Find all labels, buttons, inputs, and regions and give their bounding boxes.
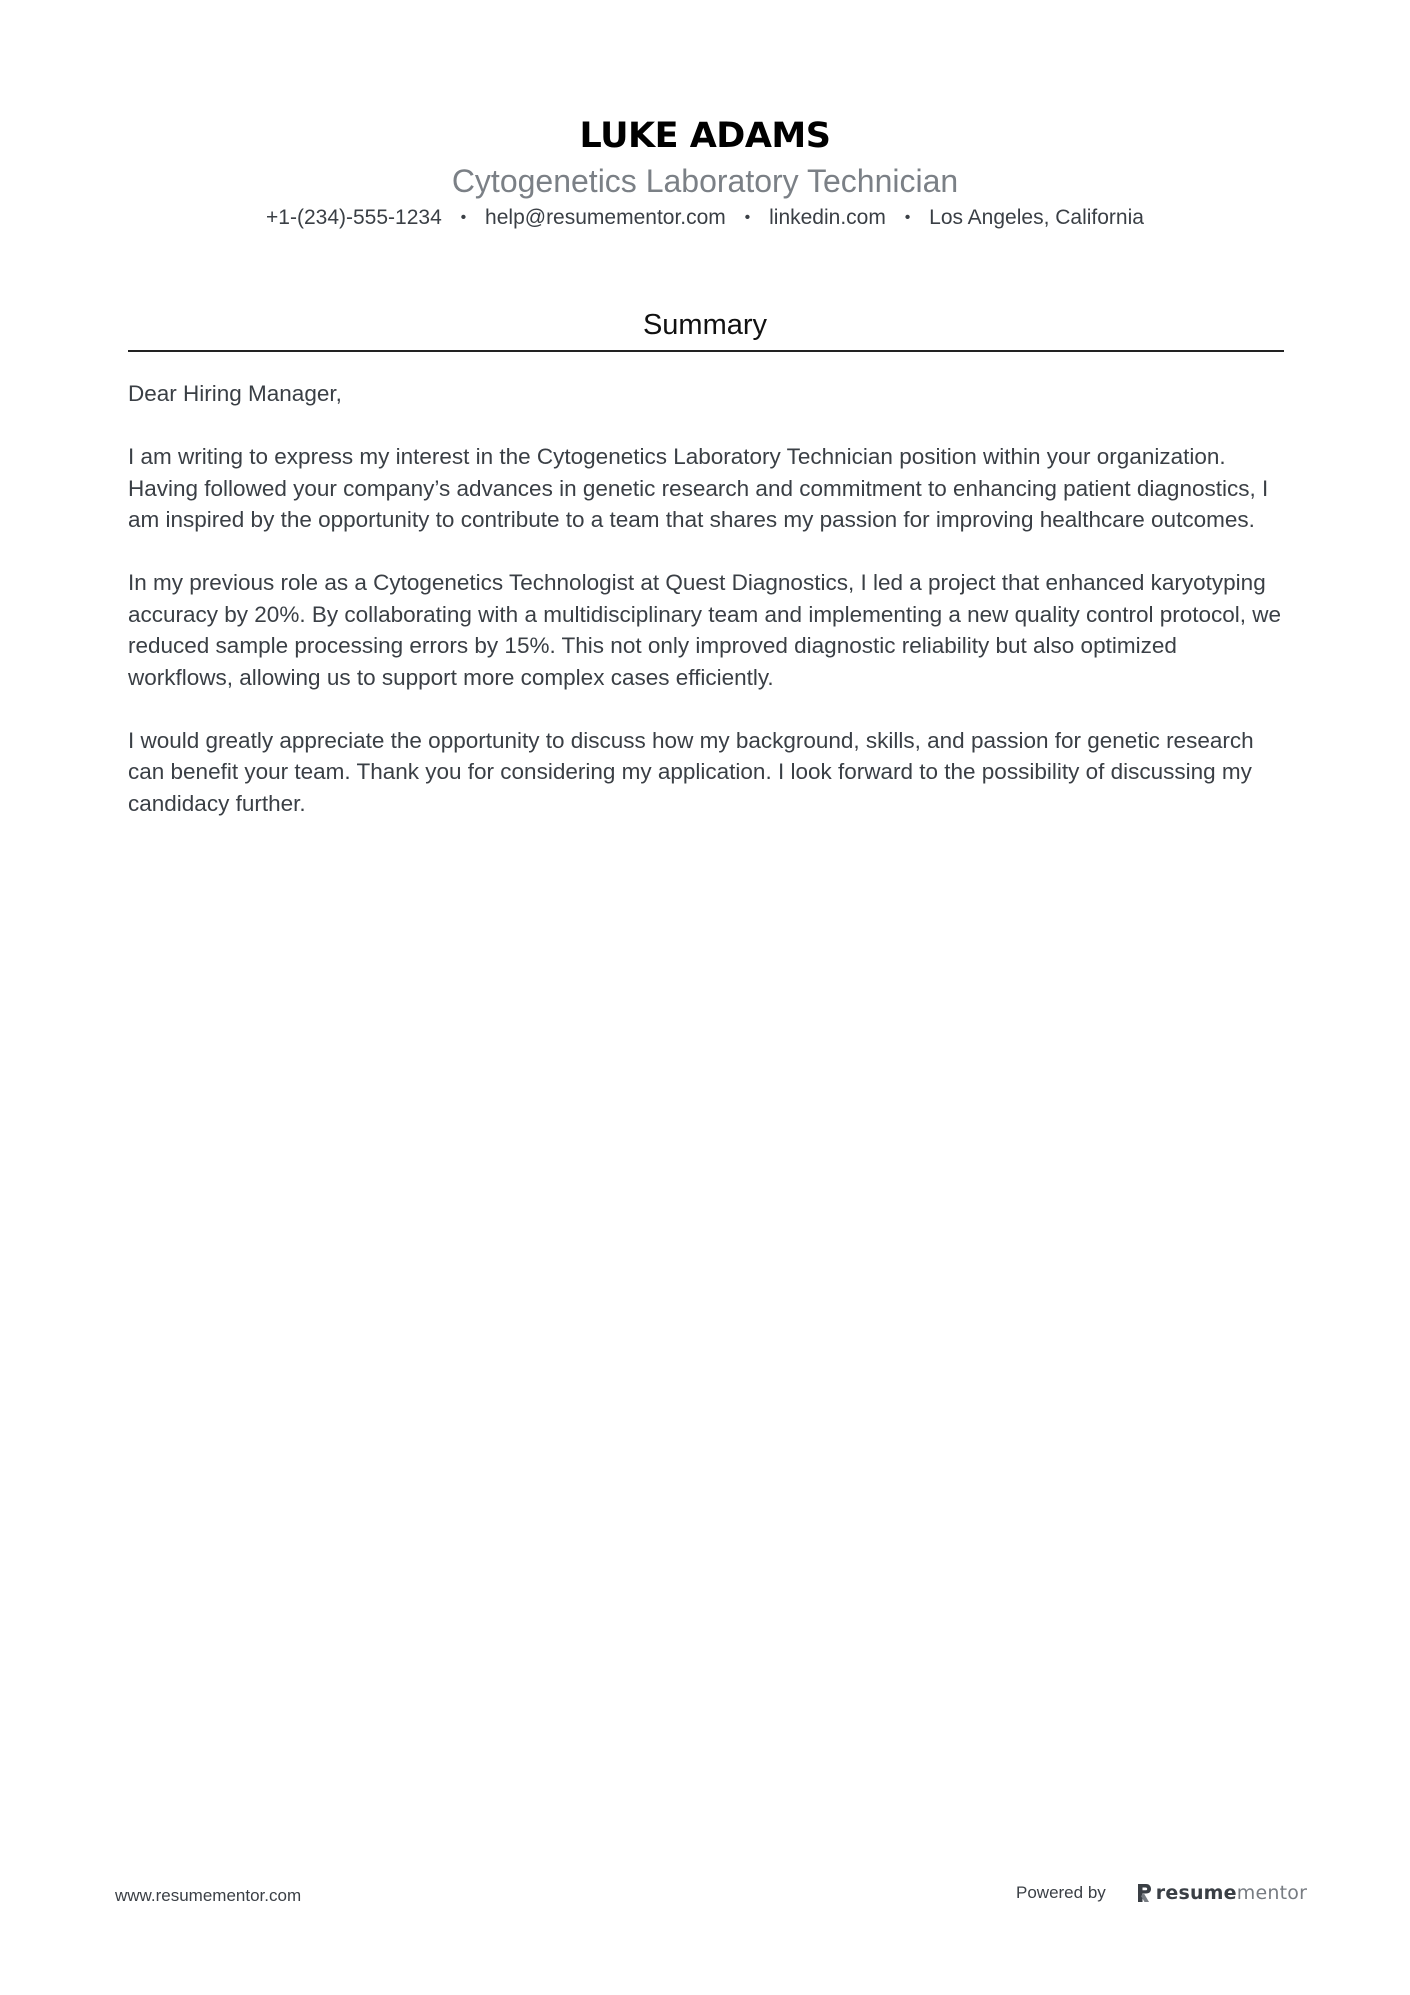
resumementor-logo-icon	[1136, 1883, 1152, 1903]
contact-line	[0, 204, 1410, 232]
contact-linkedin[interactable]: linkedin.com	[769, 206, 886, 229]
brand-logo-link[interactable]	[1136, 1882, 1307, 1904]
paragraph-intro: I am writing to express my interest in the Cytogenetics Laboratory Technician position within your organization. Having followed your company’s advances in genetic research and commitment to enhancing patient diagnostics, I am inspired by the opportunity to contribute to a team that shares my passion for improving healthcare outcomes.	[128, 444, 1269, 532]
footer-website[interactable]: www.resumementor.com	[115, 1886, 302, 1905]
brand-wordmark-light: mentor	[1236, 1882, 1308, 1904]
salutation: Dear Hiring Manager,	[128, 381, 342, 406]
header	[0, 112, 1410, 232]
powered-by-label: Powered by	[1016, 1883, 1106, 1902]
contact-phone: +1-(234)-555-1234	[266, 206, 442, 229]
bullet-separator: •	[460, 209, 467, 226]
section-title-summary: Summary	[642, 309, 768, 341]
footer-branding	[1016, 1882, 1307, 1904]
contact-location: Los Angeles, California	[929, 206, 1144, 229]
contact-email[interactable]: help@resumementor.com	[485, 206, 726, 229]
brand-wordmark	[1156, 1882, 1307, 1904]
letter-body	[128, 378, 1288, 851]
paragraph-experience: In my previous role as a Cytogenetics Technologist at Quest Diagnostics, I led a project that enhanced karyotyping accuracy by 20%. By collaborating with a multidisciplinary team and implementing a new quality control protocol, we reduced sample processing errors by 15%. This not only improved diagnostic reliability but also optimized workflows, allowing us to support more complex cases efficiently.	[128, 570, 1282, 690]
bullet-separator: •	[744, 209, 751, 226]
brand-wordmark-bold: resume	[1155, 1882, 1237, 1904]
bullet-separator: •	[904, 209, 911, 226]
section-divider	[128, 350, 1284, 352]
candidate-role: Cytogenetics Laboratory Technician	[451, 163, 959, 199]
paragraph-closing: I would greatly appreciate the opportunity to discuss how my background, skills, and passion for genetic research can benefit your team. Thank you for considering my application. I look forward to the possibility of discussing my candidacy further.	[128, 727, 1254, 816]
candidate-name: LUKE ADAMS	[579, 116, 831, 156]
